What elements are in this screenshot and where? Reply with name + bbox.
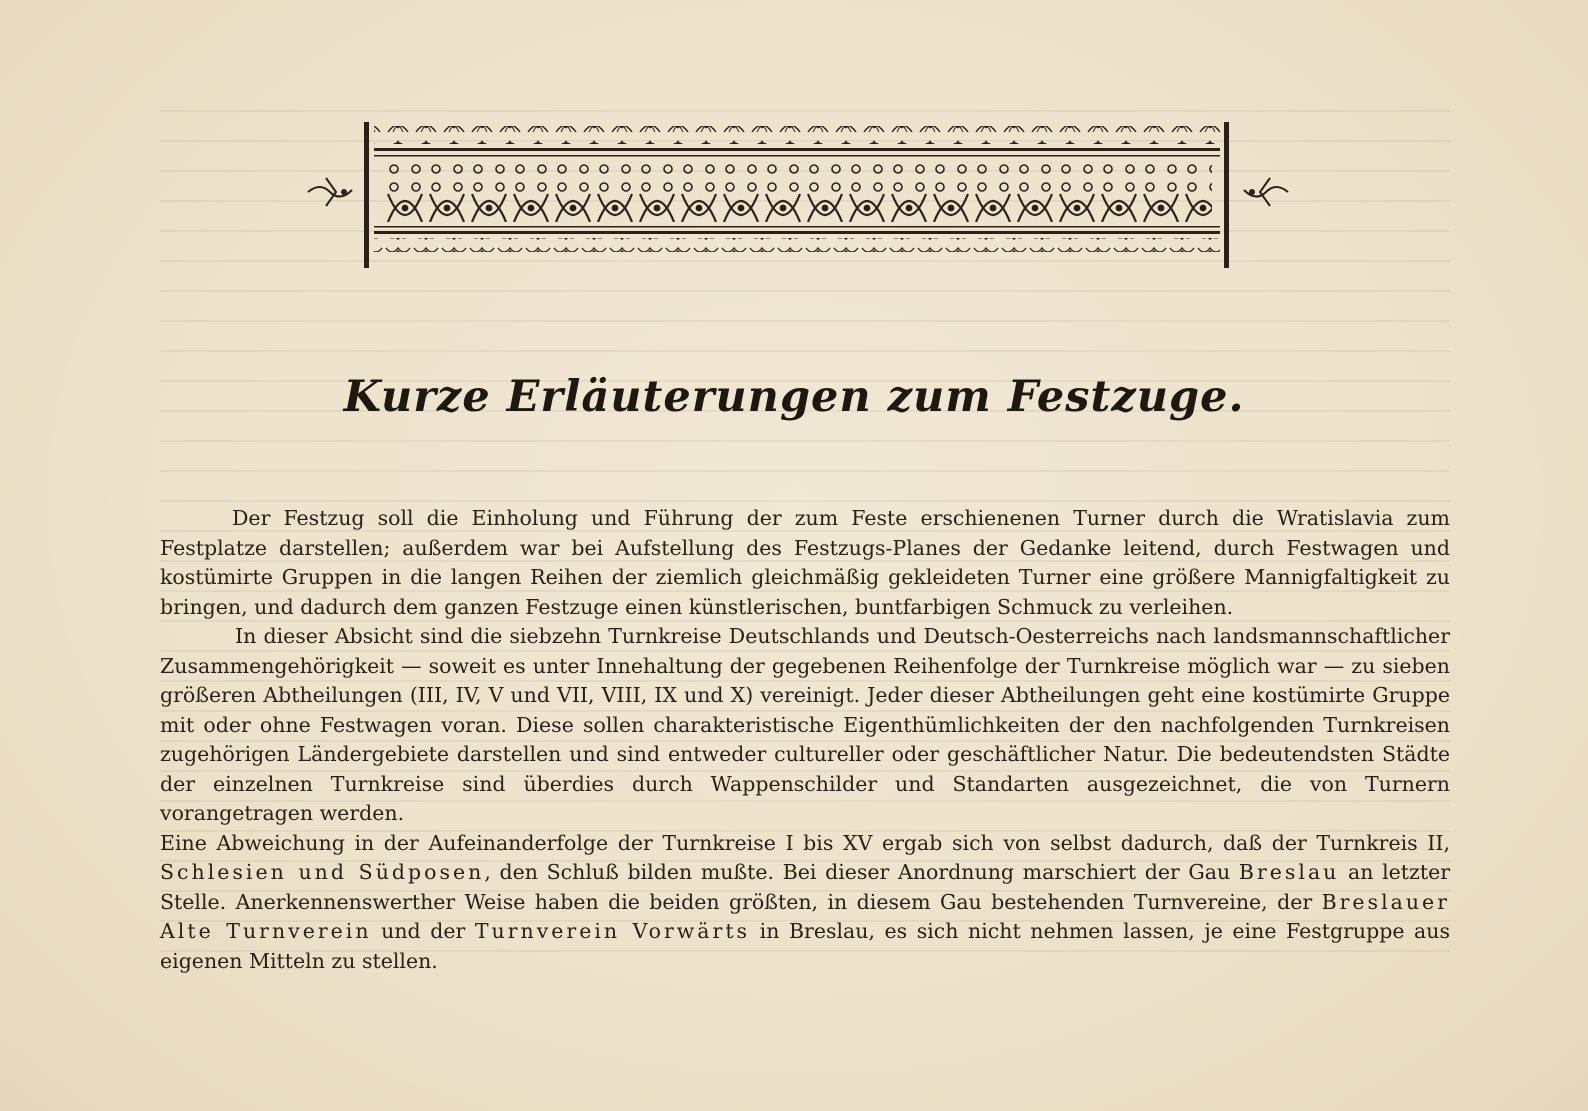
text-run: und der <box>371 919 475 943</box>
spaced-text: Breslau <box>1238 860 1340 884</box>
page-title: Kurze Erläuterungen zum Festzuge. <box>343 372 1245 422</box>
paragraph-1 <box>160 504 1450 622</box>
text-run: In dieser Absicht sind die siebzehn Turnkreise Deutschlands und Deutsch-Oesterreichs nach landsmannschaftlicher Zusammengehörigkeit — soweit es unter Innehaltung der gegebenen Reihenfolge der Turnkreise möglich war — zu sieben größeren Abtheilungen (III, IV, V und VII, VIII, IX und X) vereinigt. Jeder dieser Abtheilungen geht eine kostümirte Gruppe mit oder ohne Festwagen voran. Diese sollen charakteristische Eigenthümlichkeiten der den nachfolgenden Turnkreisen zugehörigen Ländergebiete darstellen und sind entweder cultureller oder geschäftlicher Natur. Die bedeutendsten Städte der einzelnen Turnkreise sind überdies durch Wappenschilder und Standarten ausgezeichnet, die von Turnern vorangetragen werden. <box>160 624 1450 825</box>
spaced-text: Schlesien und Südposen <box>160 860 485 884</box>
text-run: Eine Abweichung in der Aufeinanderfolge der Turnkreise I bis XV ergab sich von selbst dadurch, daß der Turnkreis II, <box>160 830 1450 855</box>
text-run: in Breslau, es sich nicht nehmen lassen, je eine Festgruppe aus eigenen Mitteln zu stellen. <box>160 919 1450 973</box>
spaced-text: Breslauer Alte Turnverein <box>160 889 1450 943</box>
text-run: Der Festzug soll die Einholung und Führung der zum Feste erschienenen Turner durch die Wratislavia zum Festplatze darstellen; außerdem war bei Aufstellung des Festzugs-Planes der Gedanke leitend, durch Festwagen und kostümirte Gruppen in die langen Reihen der ziemlich gleichmäßig gekleideten Turner eine größere Mannigfaltigkeit zu bringen, und dadurch dem ganzen Festzuge einen künstlerischen, buntfarbigen Schmuck zu verleihen. <box>160 506 1450 619</box>
paragraph-2 <box>160 622 1450 829</box>
text-run: an letzter Stelle. Anerkennenswerther Weise haben die beiden größten, in diesem Gau bestehenden Turnvereine, der <box>160 860 1451 914</box>
text-run: , den Schluß bilden mußte. Bei dieser Anordnung marschiert der Gau <box>484 860 1239 884</box>
decorative-header-ornament <box>300 118 1300 270</box>
paragraph-3 <box>160 829 1450 977</box>
spaced-text: Turnverein Vorwärts <box>474 919 751 943</box>
body-text <box>160 504 1450 976</box>
